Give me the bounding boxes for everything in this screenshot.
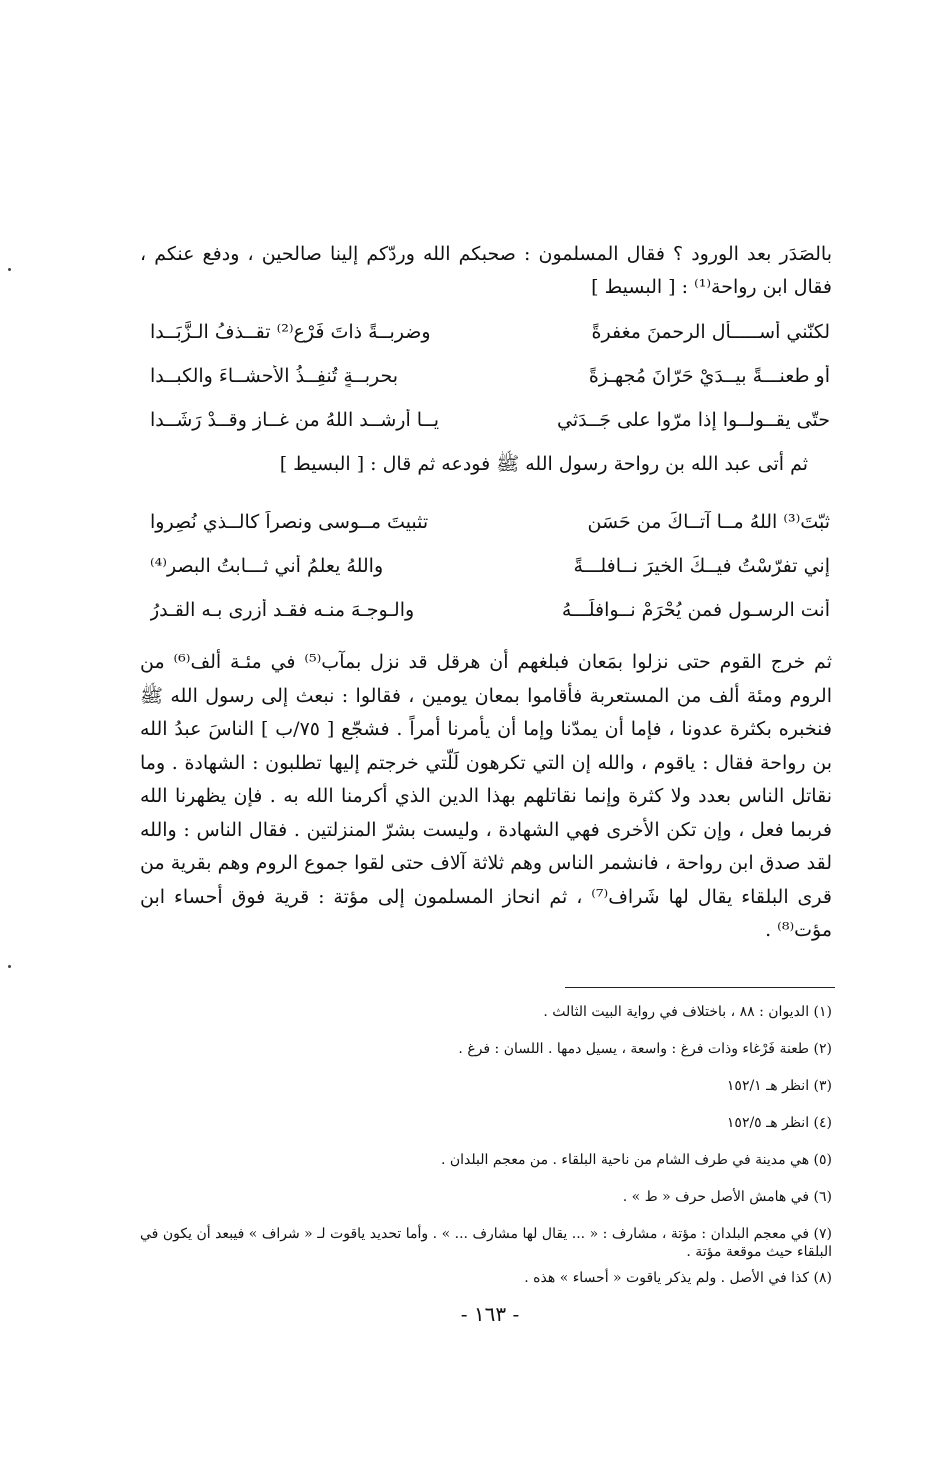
verse-first-hemistich: إني تفرّسْتُ فيــكَ الخيرَ نــافلـــةً: [573, 555, 830, 577]
bridge-line: ثم أتى عبد الله بن رواحة رسول الله ﷺ فودعه ثم قال : [ البسيط ]: [279, 453, 808, 475]
poem-verse: [150, 398, 830, 442]
scan-speck: [8, 268, 11, 271]
verse-first-hemistich: حتّى يقــولــوا إذا مرّوا على جَــدَثي: [557, 409, 830, 431]
footnote: (٧) في معجم البلدان : مؤتة ، مشارف : « ... يقال لها مشارف ... » . وأما تحديد ياقوت لـ « شراف » فيبعد أن يكون في البلقاء حيث موقعة مؤتة .: [140, 1226, 832, 1260]
footnote: (١) الديوان : ٨٨ ، باختلاف في رواية البيت الثالث .: [543, 1004, 832, 1020]
verse-second-hemistich: واللهُ يعلمُ أني ثـــابتُ البصرِ⁽⁴⁾: [150, 555, 384, 577]
verse-first-hemistich: لكنّني أســـــأل الرحمنَ مغفرةً: [591, 321, 830, 343]
poem-verse: [150, 310, 830, 354]
intro-text: بالصَدَر بعد الورود ؟ فقال المسلمون : صحبكم الله وردّكم إلينا صالحين ، ودفع عنكم ، فقال ابن رواحة⁽¹⁾ : [ البسيط ]: [140, 243, 832, 298]
page-number: - ١٦٣ -: [460, 1302, 520, 1326]
verse-second-hemistich: تثبيتَ مــوسى ونصراً كالــذي نُصِروا: [150, 511, 429, 533]
poem-verse: [150, 500, 830, 544]
intro-paragraph: [140, 238, 832, 304]
poem-2: [150, 500, 830, 632]
footnote: (٣) انظر هـ ١٥٢/١: [726, 1078, 832, 1094]
footnote: (٥) هي مدينة في طرف الشام من ناحية البلقاء . من معجم البلدان .: [440, 1152, 832, 1168]
main-text: ثم خرج القوم حتى نزلوا بمَعان فبلغهم أن هرقل قد نزل بمآب⁽⁵⁾ في مئـة ألف⁽⁶⁾ من الروم ومئة ألف من المستعربة فأقاموا بمعان يومين ، فقالوا : نبعث إلى رسول الله ﷺ فنخبره بكثرة عدونا ، فإما أن يمدّنا وإما أن يأمرنا أمراً . فشجّع [ ٧٥/ب ] الناسَ عبدُ الله بن رواحة فقال : ياقوم ، والله إن التي تكرهون لَلّتي خرجتم إليها تطلبون : الشهادة . وما نقاتل الناس بعدد ولا كثرة وإنما نقاتلهم بهذا الدين الذي أكرمنا الله به . فإن يظهرنا الله فربما فعل ، وإن تكن الأخرى فهي الشهادة ، وليست بشرّ المنزلتين . فقال الناس : والله لقد صدق ابن رواحة ، فانشمر الناس وهم ثلاثة آلاف حتى لقوا جموع الروم وهم بقرية من قرى البلقاء يقال لها شَراف⁽⁷⁾ ، ثم انحاز المسلمون إلى مؤتة : قرية فوق أحساء ابن مؤت⁽⁸⁾ .: [140, 651, 833, 941]
poem-verse: [150, 588, 830, 632]
footnote: (٦) في هامش الأصل حرف « ط » .: [622, 1189, 832, 1205]
verse-first-hemistich: أو طعنـــةً بيــدَيْ حَرّانَ مُجهـزةً: [588, 365, 830, 387]
verse-first-hemistich: ثبّتَ⁽³⁾ اللهُ مــا آتــاكَ من حَسَنٍ: [587, 511, 830, 533]
poem-verse: [150, 544, 830, 588]
poem-verse: [150, 354, 830, 398]
verse-second-hemistich: والـوجـهَ منـه فقـد أزرى بـه القـدرُ: [150, 599, 415, 621]
footnote: (٢) طعنة فَرْغاء وذات فرغ : واسعة ، يسيل دمها . اللسان : فرغ .: [458, 1041, 832, 1057]
verse-second-hemistich: يــا أرشــد اللهُ من غــازٍ وقــدْ رَشَــدا: [150, 409, 439, 431]
verse-second-hemistich: وضربــةً ذاتَ فَرْعٍ⁽²⁾ تقــذفُ الـزَّبَــدا: [150, 321, 431, 343]
poem-1: [150, 310, 830, 442]
verse-second-hemistich: بحربــةٍ تُنفِــذُ الأحشــاءَ والكبــدا: [150, 365, 399, 387]
verse-first-hemistich: أنت الرسـول فمن يُحْرَمْ نــوافلَـــهُ: [561, 599, 830, 621]
footnote: (٤) انظر هـ ١٥٢/٥: [726, 1115, 832, 1131]
main-paragraph: [140, 646, 832, 948]
footnote-divider: [565, 987, 835, 988]
footnotes: [140, 1003, 832, 1306]
footnote: (٨) كذا في الأصل . ولم يذكر ياقوت « أحساء » هذه .: [524, 1270, 832, 1286]
scan-speck: [8, 965, 11, 968]
